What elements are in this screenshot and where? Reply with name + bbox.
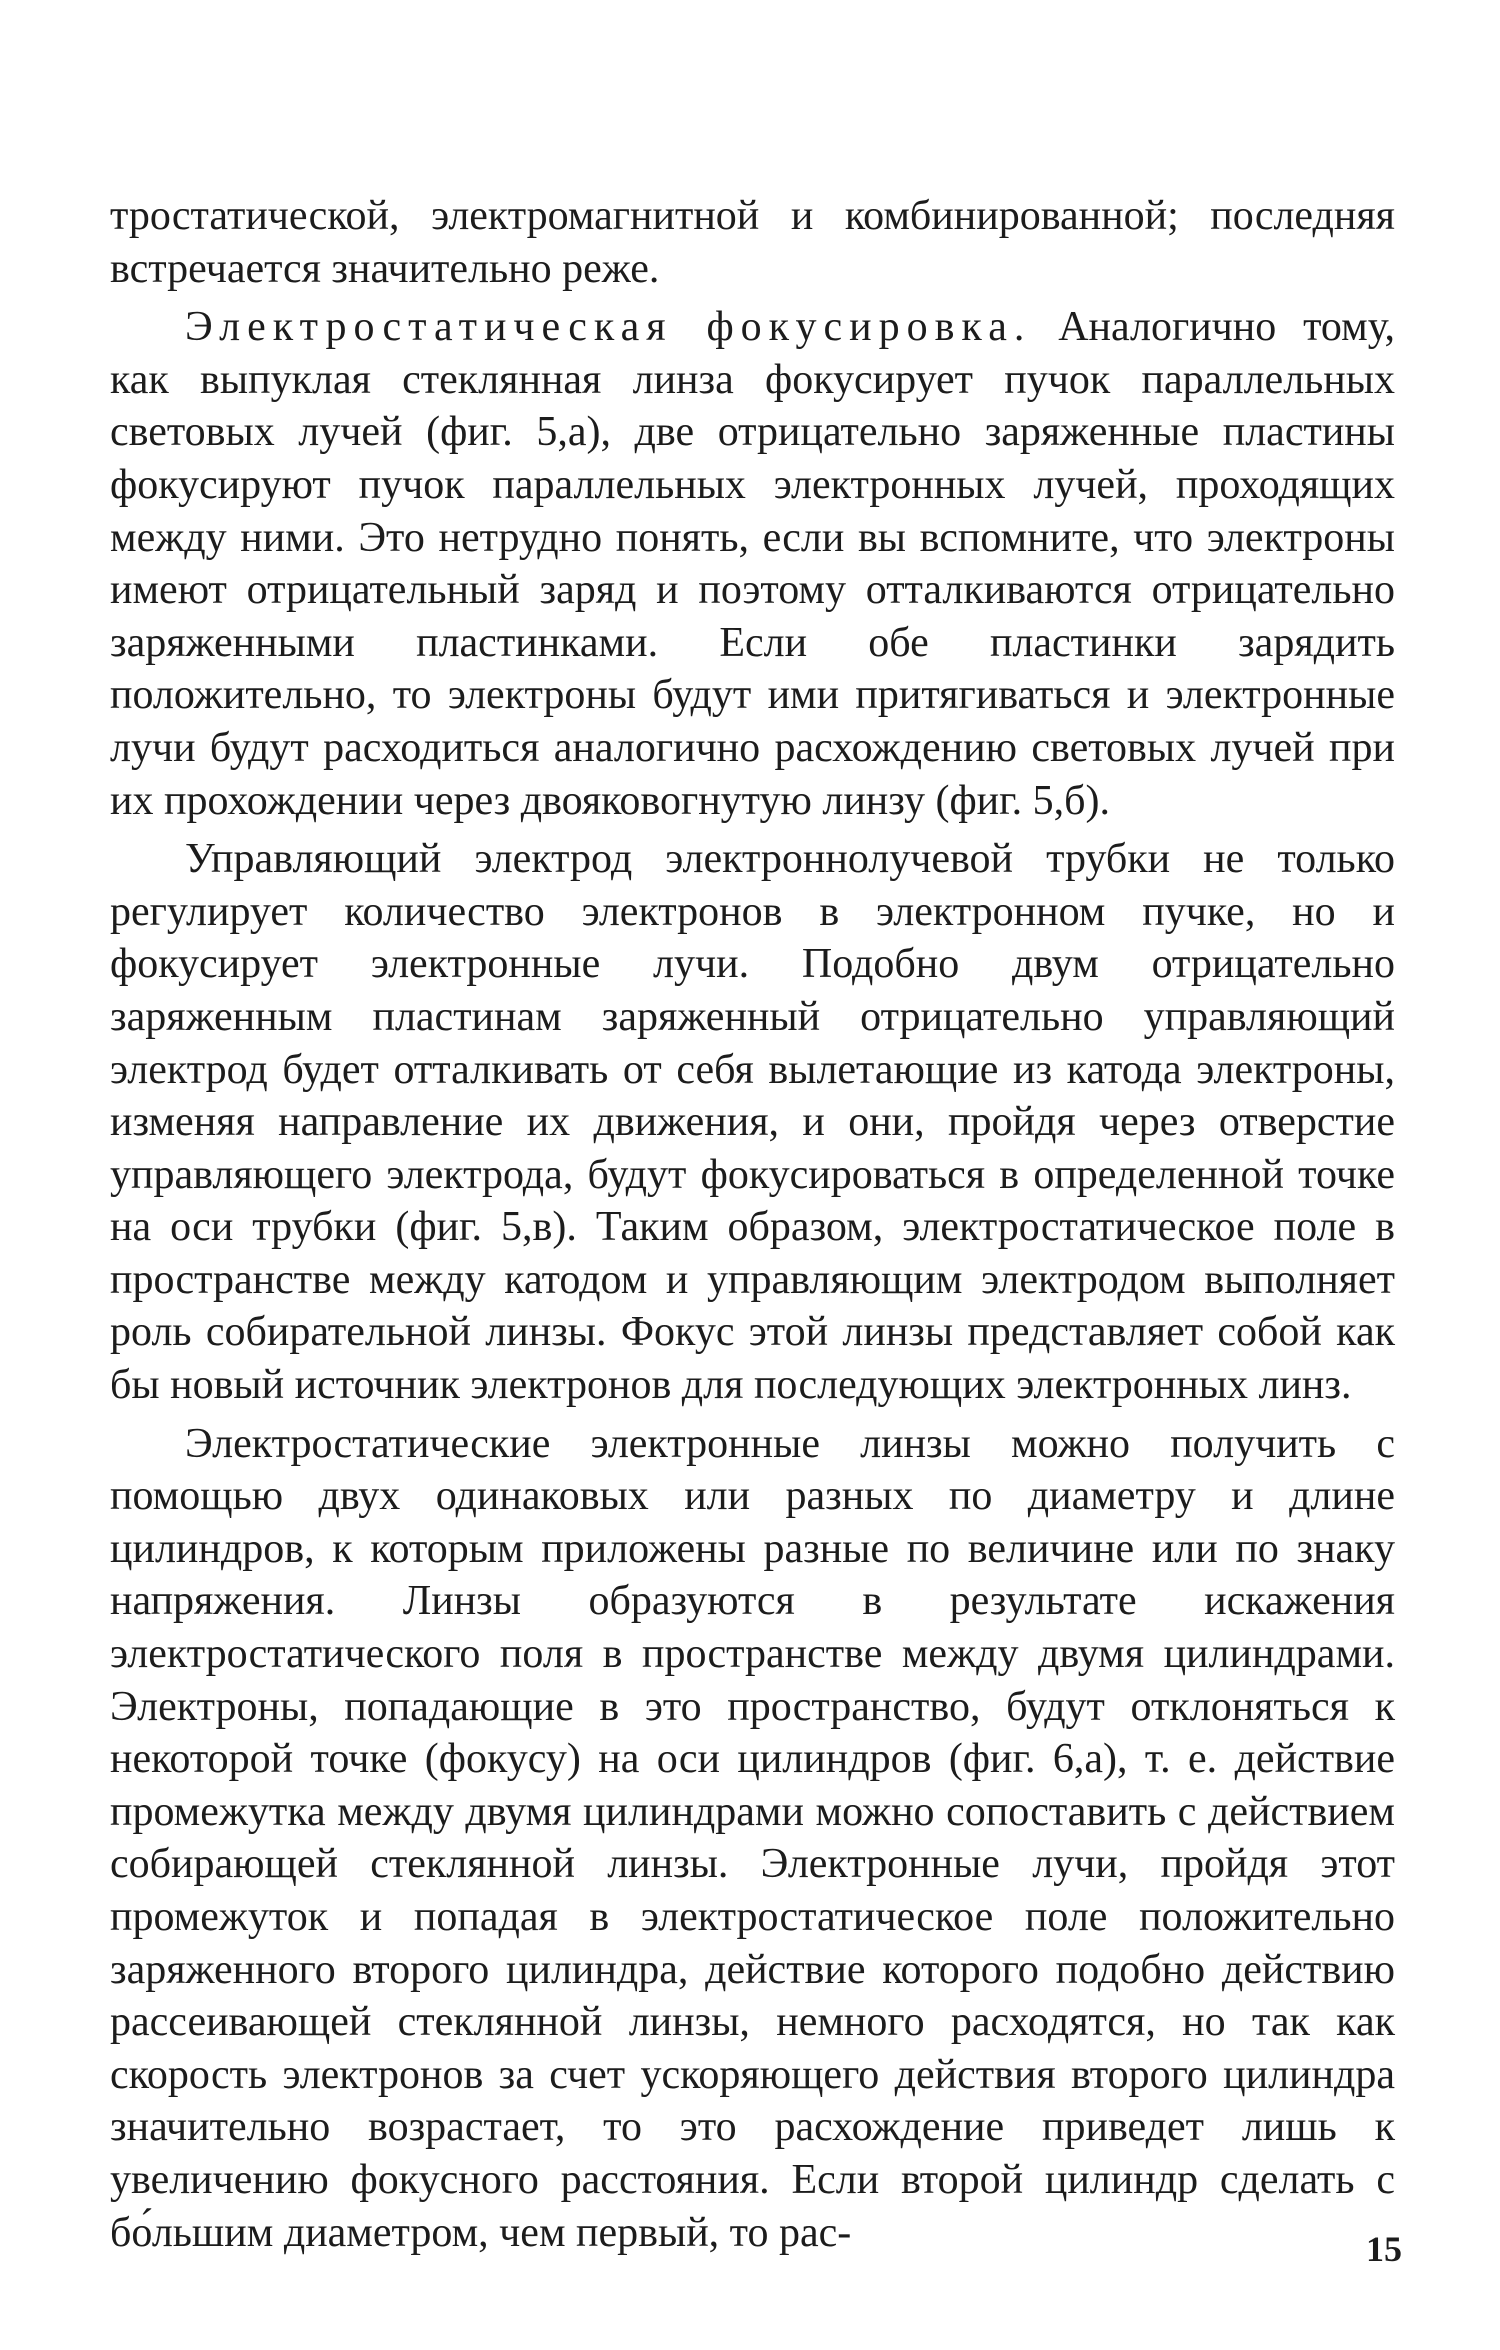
paragraph-text: Управляющий электрод электроннолучевой трубки не только регулирует количество электронов в электронном пучке, но и фокусирует электронные лучи. Подобно двум отрицательно заряженным пластинам заряженный отрицательно управляющий электрод будет отталкивать от себя вылетающие из катода электроны, изменяя направление их движения, и они, пройдя через отверстие управляющего электрода, будут фокусироваться в определенной точке на оси трубки (фиг. 5,в). Таким образом, электростатическое поле в пространстве между катодом и управляющим электродом выполняет роль собирательной линзы. Фокус этой линзы представляет собой как бы новый источник электронов для последующих электронных линз. [110, 836, 1395, 1409]
paragraph-control-electrode [110, 833, 1395, 1412]
page-body [110, 190, 1395, 2259]
paragraph-electrostatic-focusing [110, 301, 1395, 827]
paragraph-electrostatic-lenses [110, 1418, 1395, 2260]
paragraph-text: тростатической, электромагнитной и комбинированной; последняя встречается значительно реже. [110, 193, 1395, 292]
paragraph-text: Электростатические электронные линзы можно получить с помощью двух одинаковых или разных по диаметру и длине цилиндров, к которым приложены разные по величине или по знаку напряжения. Линзы образуются в результате искажения электростатического поля в пространстве между двумя цилиндрами. Электроны, попадающие в это пространство, будут отклоняться к некоторой точке (фокусу) на оси цилиндров (фиг. 6,а), т. е. действие промежутка между двумя цилиндрами можно сопоставить с действием собирающей стеклянной линзы. Электронные лучи, пройдя этот промежуток и попадая в электростатическое поле положительно заряженного второго цилиндра, действие которого подобно действию рассеивающей стеклянной линзы, немного расходятся, но так как скорость электронов за счет ускоряющего действия второго цилиндра значительно возрастает, то это расхождение приведет лишь к увеличению фокусного расстояния. Если второй цилиндр сделать с бо́льшим диаметром, чем первый, то рас- [110, 1420, 1395, 2256]
paragraph-continuation [110, 190, 1395, 295]
section-heading: Электростатическая фокусировка. [185, 304, 1032, 351]
paragraph-text: Аналогично тому, как выпуклая стеклянная линза фокусирует пучок параллельных световых лучей (фиг. 5,а), две отрицательно заряженные пластины фокусируют пучок параллельных электронных лучей, проходящих между ними. Это нетрудно понять, если вы вспомните, что электроны имеют отрицательный заряд и поэтому отталкиваются отрицательно заряженными пластинками. Если обе пластинки зарядить положительно, то электроны будут ими притягиваться и электронные лучи будут расходиться аналогично расхождению световых лучей при их прохождении через двояковогнутую линзу (фиг. 5,б). [110, 304, 1395, 824]
page-number: 15 [1366, 2229, 1402, 2269]
